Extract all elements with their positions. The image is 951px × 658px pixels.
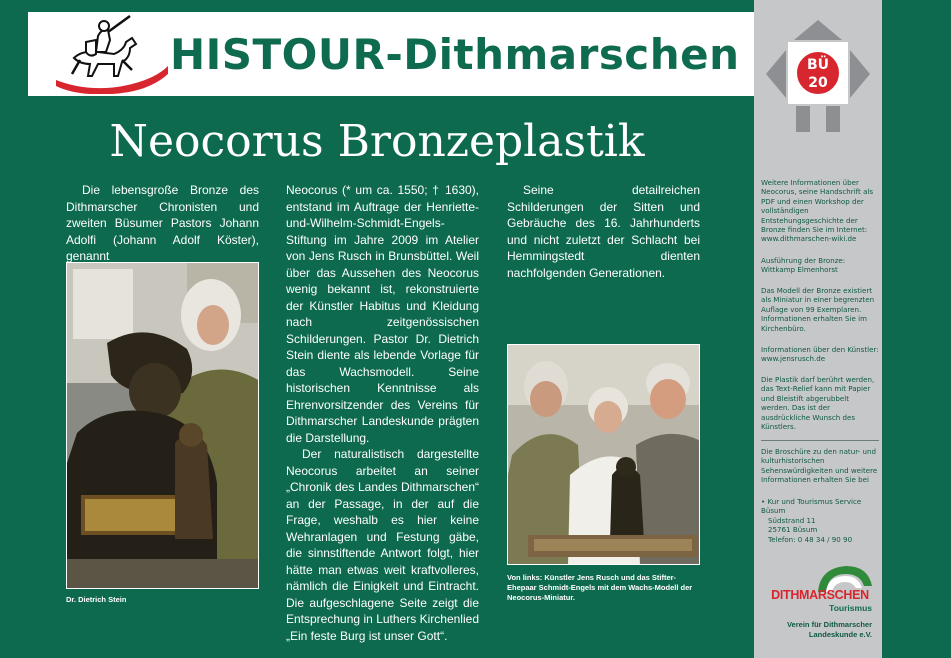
info-block-miniature: Das Modell der Bronze existiert als Miniatur in einer begrenzten Auflage von 99 Exemplaren. Informationen erhalten Sie im Kirchenbüro. — [761, 286, 875, 333]
page-title: Neocorus Bronzeplastik — [109, 116, 645, 167]
dithmarschen-brand: DITHMARSCHEN — [771, 588, 869, 602]
contact-address: • Kur und Tourismus Service Büsum Südstrand 11 25761 Büsum Telefon: 0 48 34 / 90 90 — [761, 497, 862, 544]
photo-caption-2: Von links: Künstler Jens Rusch und das Stifter-Ehepaar Schmidt-Engels mit dem Wachs-Modell der Neocorus-Miniatur. — [507, 573, 693, 602]
info-block-artist: Informationen über den Künstler: www.jensrusch.de — [761, 345, 879, 364]
artist-link[interactable]: www.jensrusch.de — [761, 354, 826, 364]
tourismus-label: Tourismus — [829, 603, 872, 613]
route-badge — [795, 50, 841, 96]
text-column-2: Neocorus (* um ca. 1550; † 1630), entstand im Auftrage der Henriette-und-Wilhelm-Schmidt-Engels-Stiftung im Jahre 2009 im Atelier von Jens Rusch in Brunsbüttel. Weil über das Aussehen des Neocorus wenig bekannt ist, rekonstruierte der Künstler Habitus und Kleidung nach zeitgenössischen Schilderungen. Pastor Dr. Dietrich Stein diente als lebende Vorlage für das Wachsmodell. Seine historischen Kenntnisse als Ehrenvorsitzender des Vereins für Dithmarscher Landeskunde prägten die Darstellung. Der naturalistisch dargestellte Neocorus arbeitet an seiner „Chronik des Landes Dithmarschen“ an der Passage, in der auf die Frage, weshalb es hier keine Wehranlagen und Festung gäbe, die sinnstiftende Antwort folgt, hier hätte man etwas weit kraftvolleres, nämlich die Einigkeit und Eintracht. Die aufgeschlagene Seite zeigt die Entsprechung in Luthers Kirchenlied „Ein feste Burg ist unser Gott“. — [286, 183, 479, 643]
badge-number: 20 — [808, 75, 828, 91]
text-column-1: Die lebensgroße Bronze des Dithmarscher Chronisten und zweiten Büsumer Pastors Johann Adolfi (Johann Adolf Köster), genannt — [66, 183, 259, 263]
header-title: HISTOUR-Dithmarschen — [170, 30, 740, 79]
photo-dietrich-stein — [66, 262, 259, 589]
text-column-3: Seine detailreichen Schilderungen der Sitten und Gebräuche des 16. Jahrhunderts und nicht zuletzt der Schlacht bei Hemmingstedt dienten nachfolgenden Generationen. — [507, 183, 700, 280]
knight-logo — [52, 14, 170, 94]
photo-artist-and-donors — [507, 344, 700, 565]
info-block-neocorus: Weitere Informationen über Neocorus, seine Handschrift als PDF und einen Workshop der vollständigen Entstehungsgeschichte der Bronze finden Sie im Internet: www.dithmarschen-wiki.de — [761, 178, 874, 244]
info-block-touch: Die Plastik darf berührt werden, das Text-Relief kann mit Papier und Bleistift abgerubbelt werden. Das ist der ausdrückliche Wunsch des Künstlers. — [761, 375, 875, 432]
badge-code: BÜ — [806, 57, 830, 73]
verein-label: Verein für Dithmarscher Landeskunde e.V. — [786, 620, 872, 639]
info-block-brochure: Die Broschüre zu den natur- und kulturhistorischen Sehenswürdigkeiten und weitere Informationen erhalten Sie bei — [761, 447, 878, 485]
sidebar-divider — [761, 440, 879, 441]
info-block-bronze: Ausführung der Bronze: Wittkamp Elmenhorst — [761, 256, 846, 275]
wiki-link[interactable]: www.dithmarschen-wiki.de — [761, 234, 857, 244]
right-margin — [882, 0, 951, 658]
photo-caption-1: Dr. Dietrich Stein — [66, 595, 127, 604]
